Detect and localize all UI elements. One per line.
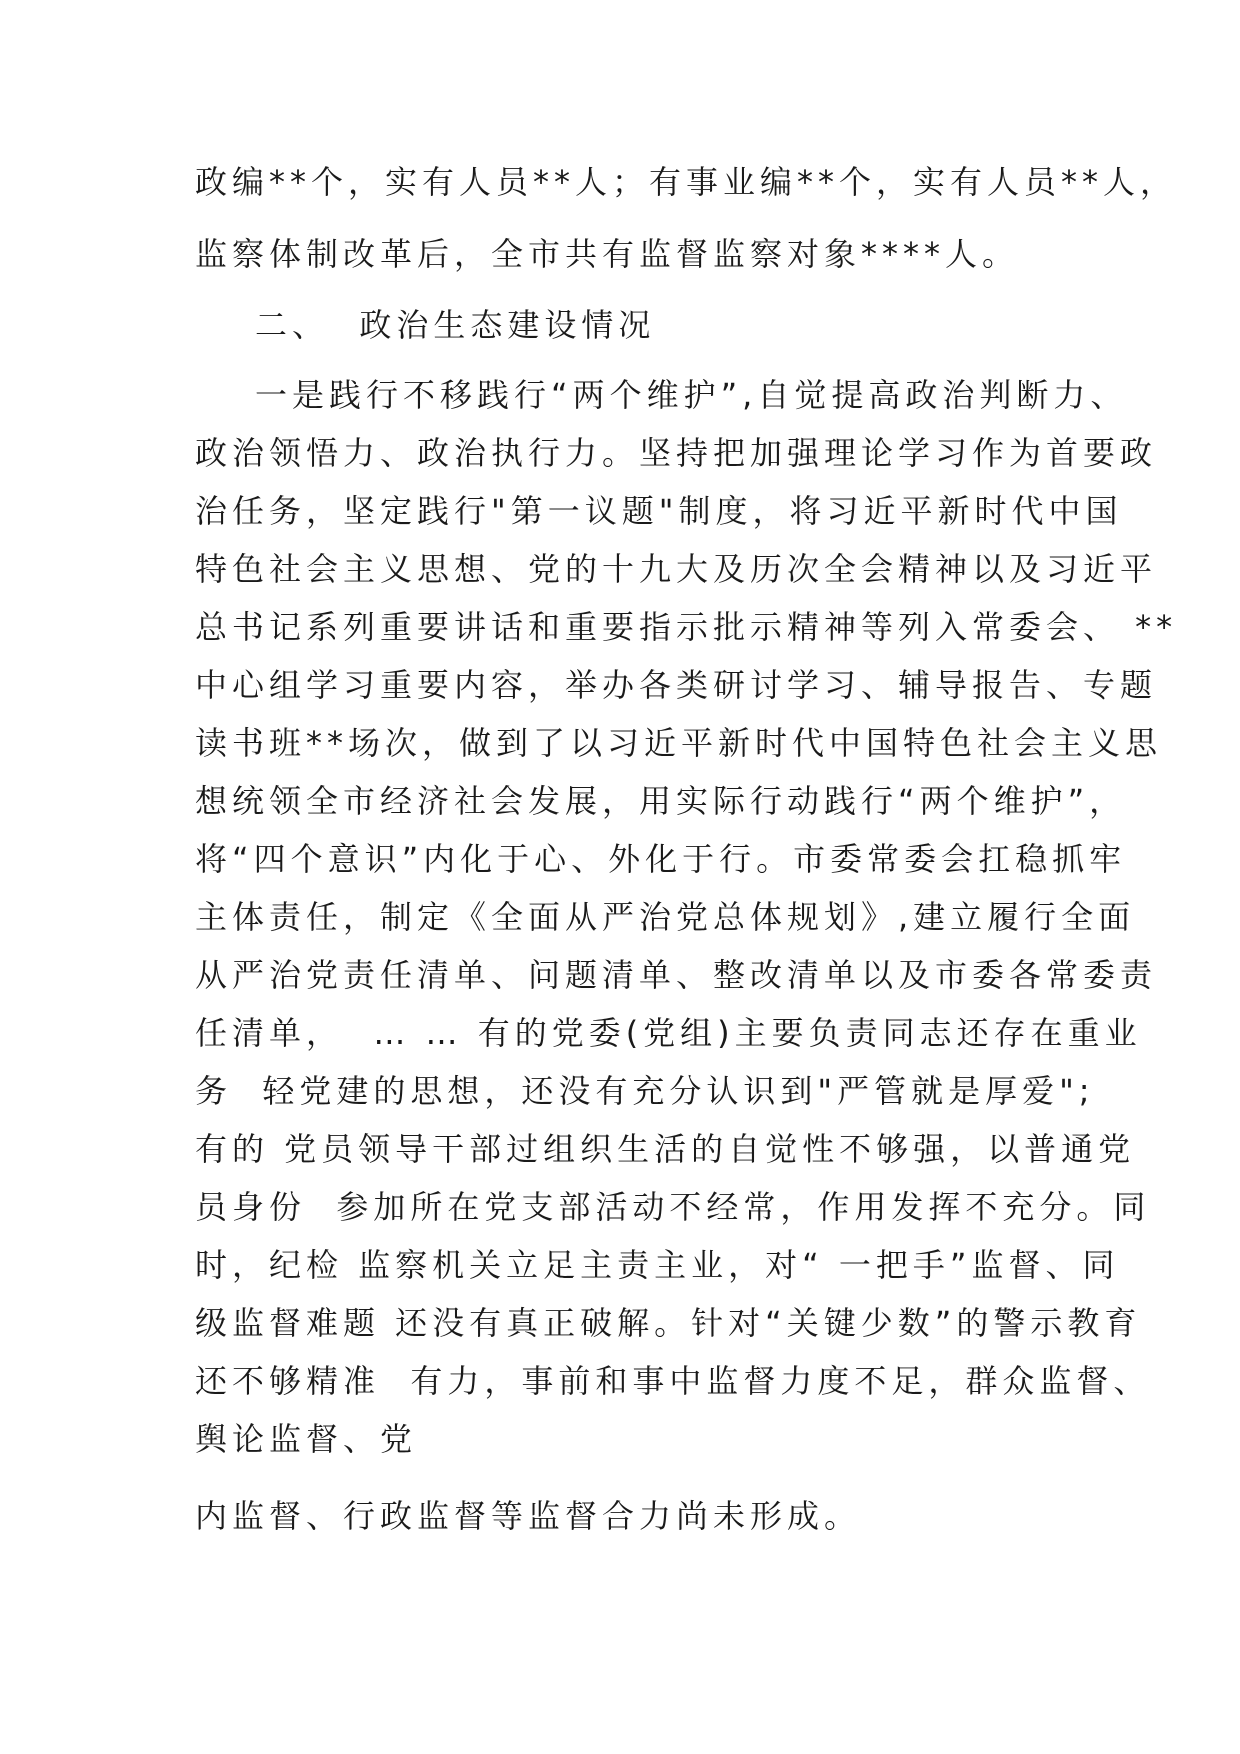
text-line: 从严治党责任清单、问题清单、整改清单以及市委各常委责 (195, 956, 1158, 994)
section-heading: 二、 政治生态建设情况 (255, 306, 656, 344)
text-line: 读书班**场次，做到了以习近平新时代中国特色社会主义思 (195, 724, 1163, 762)
text-line: 想统领全市经济社会发展，用实际行动践行“两个维护”， (195, 782, 1127, 820)
text-line: 级监督难题 还没有真正破解。针对“关键少数”的警示教育 (195, 1304, 1142, 1342)
text-line: 主体责任，制定《全面从严治党总体规划》,建立履行全面 (195, 898, 1136, 936)
text-line: 有的 党员领导干部过组织生活的自觉性不够强，以普通党 (195, 1130, 1136, 1168)
text-line: 中心组学习重要内容，举办各类研讨学习、辅导报告、专题 (195, 666, 1158, 704)
text-line: 治任务，坚定践行"第一议题"制度，将习近平新时代中国 (195, 492, 1123, 530)
text-line: 舆论监督、党 (195, 1420, 418, 1458)
text-line: 特色社会主义思想、党的十九大及历次全会精神以及习近平 (195, 550, 1158, 588)
text-line: 将“四个意识”内化于心、外化于行。市委常委会扛稳抓牢 (195, 840, 1127, 878)
text-line: 员身份 参加所在党支部活动不经常，作用发挥不充分。同 (195, 1188, 1151, 1226)
text-line: 内监督、行政监督等监督合力尚未形成。 (195, 1497, 862, 1535)
text-line: 时，纪检 监察机关立足主责主业，对“ 一把手”监督、同 (195, 1246, 1120, 1284)
text-line: 一是践行不移践行“两个维护”,自觉提高政治判断力、 (255, 376, 1128, 414)
text-line: 监察体制改革后，全市共有监督监察对象****人。 (195, 235, 1020, 273)
text-line: 还不够精准 有力，事前和事中监督力度不足，群众监督、 (195, 1362, 1151, 1400)
text-line: 务 轻党建的思想，还没有充分认识到"严管就是厚爱"; (195, 1072, 1095, 1110)
text-line: 总书记系列重要讲话和重要指示批示精神等列入常委会、 ** (195, 608, 1178, 646)
text-line: 政治领悟力、政治执行力。坚持把加强理论学习作为首要政 (195, 434, 1158, 472)
text-line: 任清单， … … 有的党委(党组)主要负责同志还存在重业 (195, 1014, 1142, 1052)
text-line: 政编**个，实有人员**人；有事业编**个，实有人员**人， (195, 163, 1178, 201)
